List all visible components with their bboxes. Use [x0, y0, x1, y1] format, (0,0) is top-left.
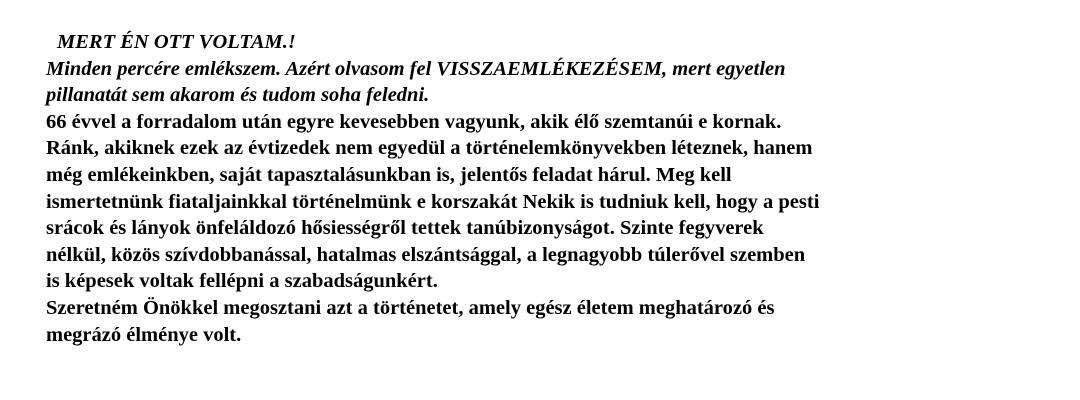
- body-line: még emlékeinkben, saját tapasztalásunkban is, jelentős feladat hárul. Meg kell: [46, 163, 732, 186]
- body-line: 66 évvel a forradalom után egyre kevesebben vagyunk, akik élő szemtanúi e kornak.: [46, 110, 782, 133]
- body-line: Szeretném Önökkel megosztani azt a történetet, amely egész életem meghatározó és: [46, 296, 775, 319]
- intro-line: Minden percére emlékszem. Azért olvasom fel VISSZAEMLÉKEZÉSEM, mert egyetlen: [46, 57, 786, 80]
- body-line: srácok és lányok önfeláldozó hősiességről tettek tanúbizonyságot. Szinte fegyverek: [46, 217, 764, 240]
- body-line: is képesek voltak fellépni a szabadságunkért.: [46, 270, 438, 293]
- document-body: [46, 29, 1056, 348]
- body-line: megrázó élménye volt.: [46, 323, 242, 346]
- body-line: nélkül, közös szívdobbanással, hatalmas elszántsággal, a legnagyobb túlerővel szemben: [46, 243, 806, 266]
- body-line: Ránk, akiknek ezek az évtizedek nem egyedül a történelemkönyvekben léteznek, hanem: [46, 137, 813, 160]
- document-title: MERT ÉN OTT VOLTAM.!: [57, 31, 296, 53]
- intro-line: pillanatát sem akarom és tudom soha feledni.: [46, 84, 430, 107]
- body-line: ismertetnünk fiataljainkkal történelmünk e korszakát Nekik is tudniuk kell, hogy a pesti: [46, 190, 820, 213]
